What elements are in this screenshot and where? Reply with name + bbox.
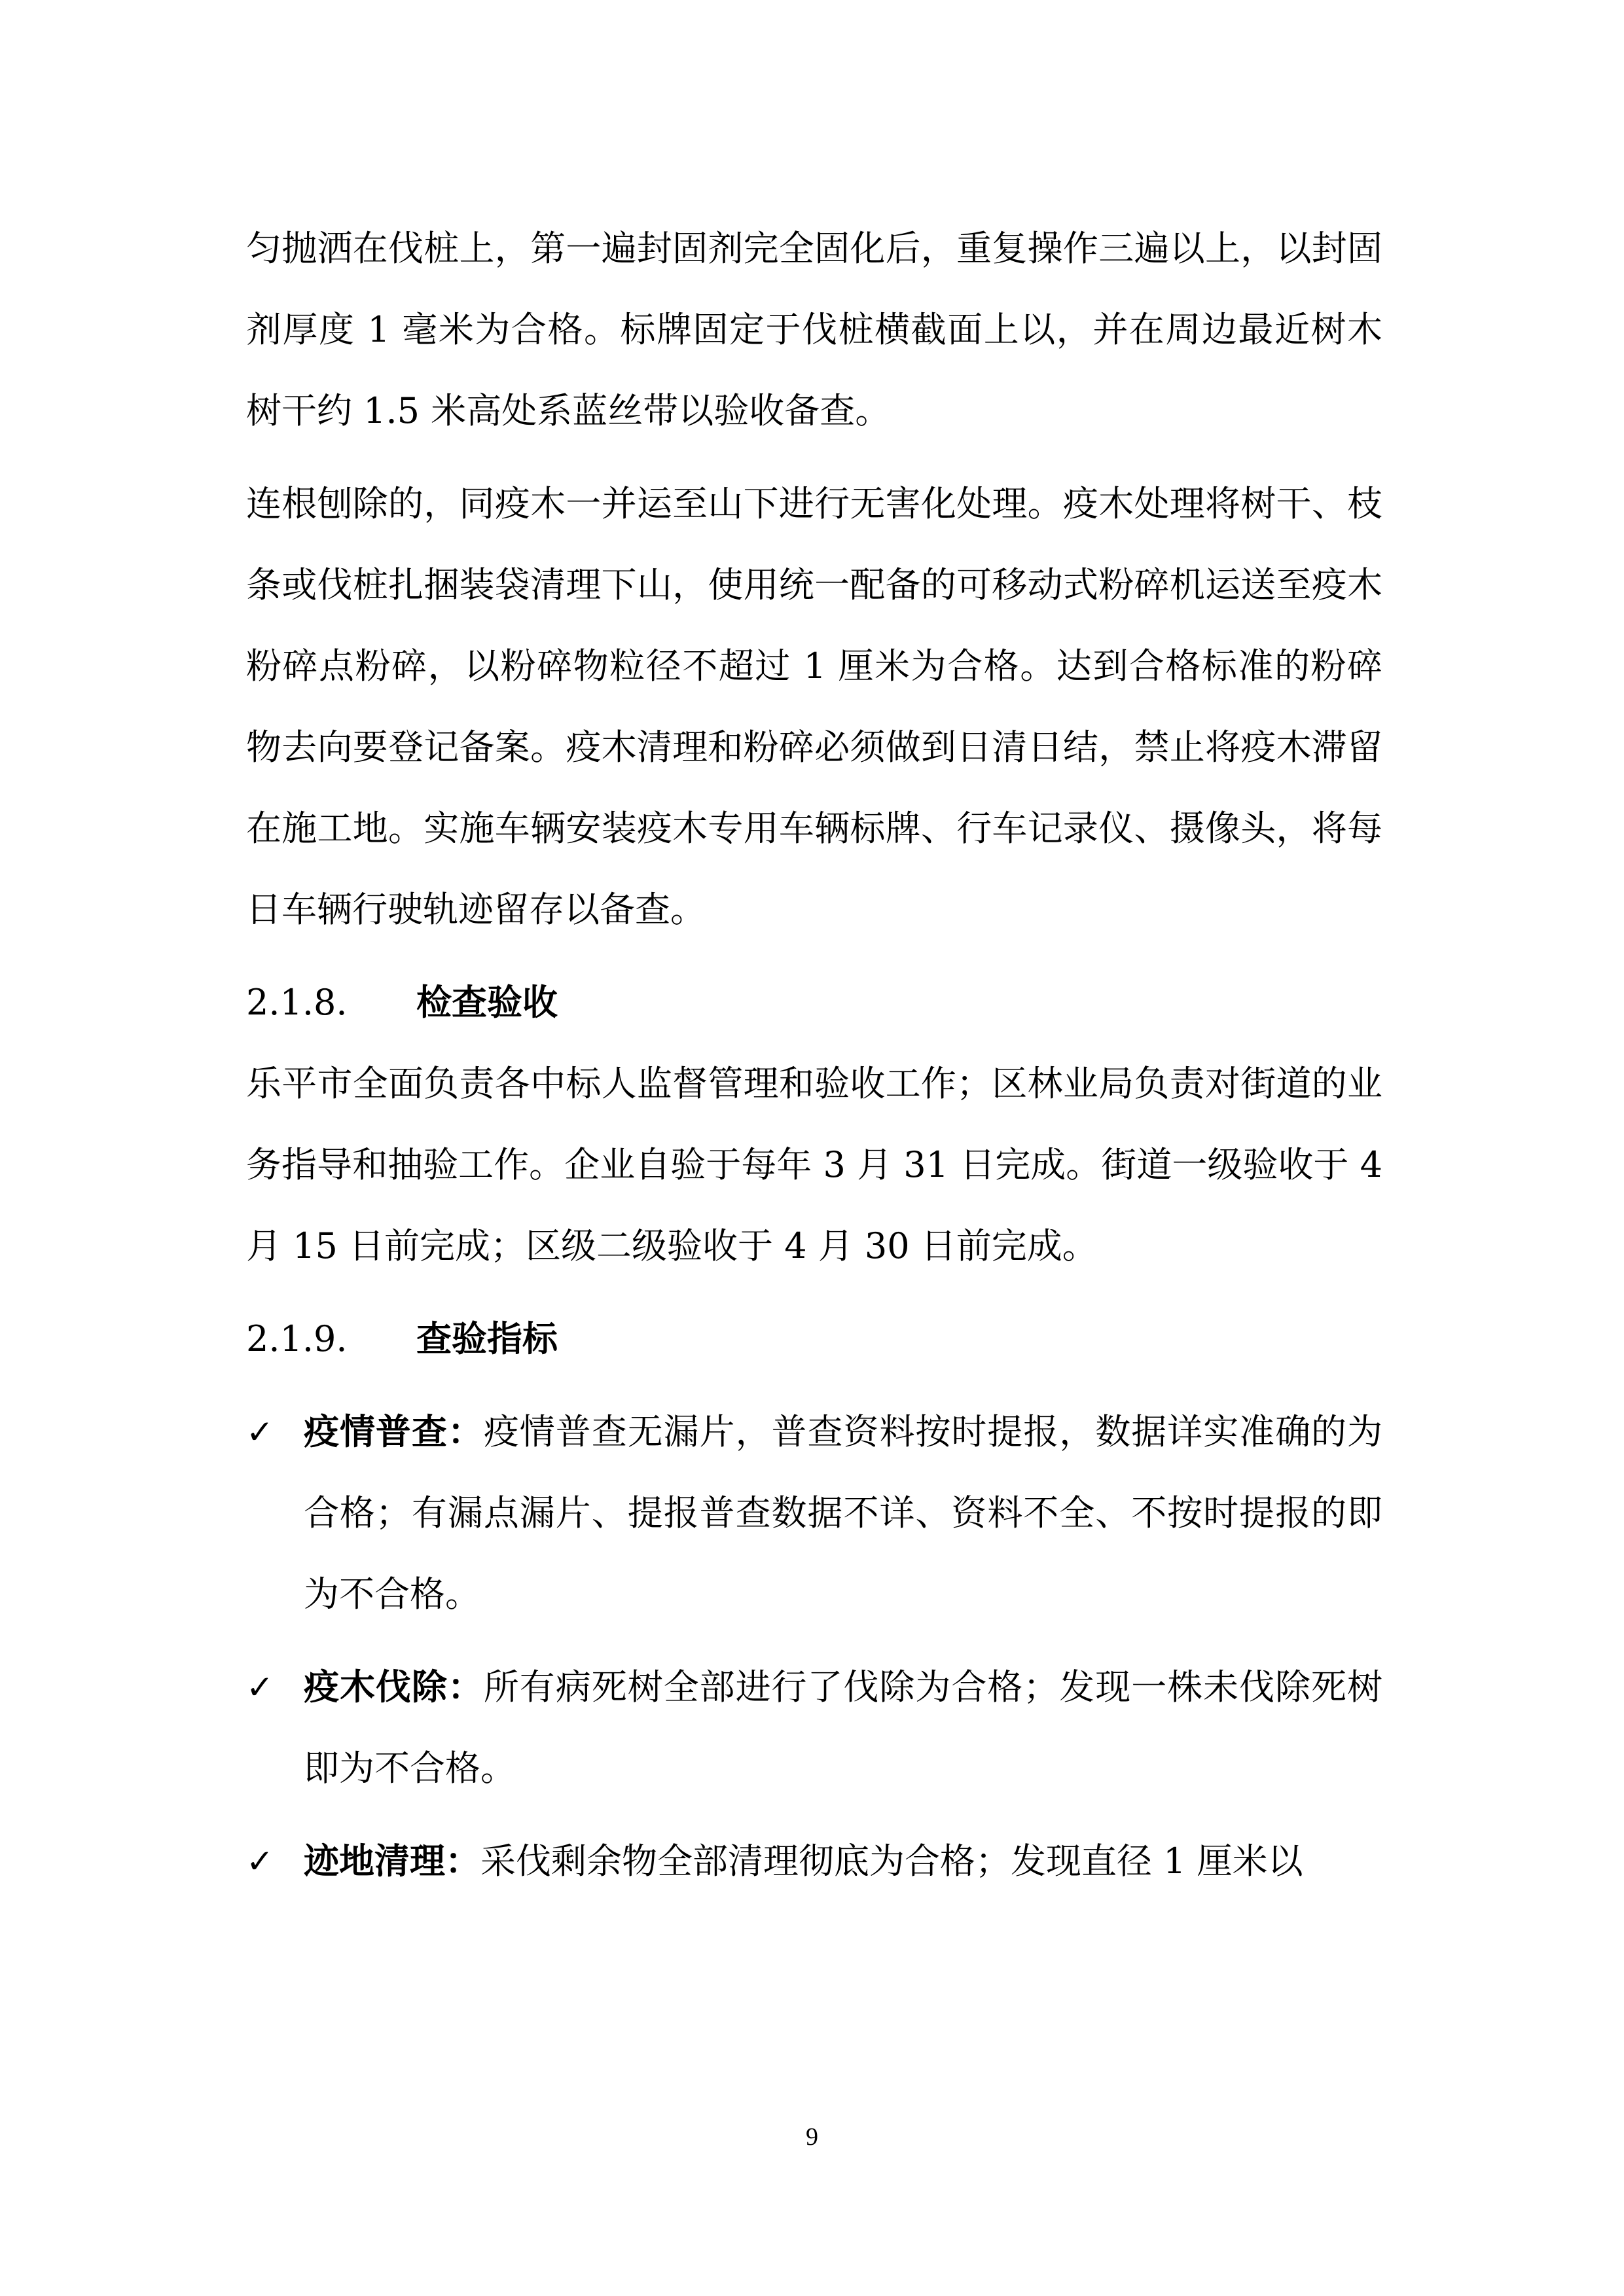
section-number: 2.1.8. (246, 982, 348, 1023)
section-heading-inspection (246, 962, 1382, 1043)
list-item (246, 1391, 1382, 1635)
indicator-list (246, 1391, 1382, 1902)
list-item-term: 疫情普查： (304, 1411, 484, 1452)
section-title: 查验指标 (416, 1318, 558, 1359)
list-item-text: 疫情普查无漏片，普查资料按时提报，数据详实准确的为合格；有漏点漏片、提报普查数据不详、资料不全、不按时提报的即为不合格。 (304, 1411, 1382, 1615)
section-heading-indicators (246, 1299, 1382, 1380)
list-item-term: 迹地清理： (304, 1840, 480, 1882)
checkmark-icon: ✓ (246, 1842, 274, 1880)
checkmark-icon: ✓ (246, 1413, 274, 1451)
section-number: 2.1.9. (246, 1318, 348, 1359)
list-item (246, 1821, 1382, 1902)
paragraph-sealing: 匀抛洒在伐桩上，第一遍封固剂完全固化后，重复操作三遍以上，以封固剂厚度 1 毫米为合格。标牌固定于伐桩横截面上以，并在周边最近树木树干约 1.5 米高处系蓝丝带以验收备查。 (246, 228, 1382, 431)
section-title: 检查验收 (416, 982, 558, 1023)
checkmark-icon: ✓ (246, 1668, 274, 1706)
page-number: 9 (806, 2123, 818, 2151)
paragraph-root-removal: 连根刨除的，同疫木一并运至山下进行无害化处理。疫木处理将树干、枝条或伐桩扎捆装袋清理下山，使用统一配备的可移动式粉碎机运送至疫木粉碎点粉碎，以粉碎物粒径不超过 1 厘米为合格。达到合格标准的粉碎物去向要登记备案。疫木清理和粉碎必须做到日清日结，禁止将疫木滞留在施工地。实施车辆安装疫木专用车辆标牌、行车记录仪、摄像头，将每日车辆行驶轨迹留存以备查。 (246, 483, 1382, 930)
paragraph-inspection: 乐平市全面负责各中标人监督管理和验收工作；区林业局负责对街道的业务指导和抽验工作。企业自验于每年 3 月 31 日完成。街道一级验收于 4 月 15 日前完成；区级二级验收于 4 月 30 日前完成。 (246, 1063, 1382, 1266)
list-item-term: 疫木伐除： (304, 1666, 484, 1708)
list-item-text: 所有病死树全部进行了伐除为合格；发现一株未伐除死树即为不合格。 (304, 1666, 1382, 1789)
list-item-text: 采伐剩余物全部清理彻底为合格；发现直径 1 厘米以 (480, 1840, 1303, 1882)
list-item (246, 1647, 1382, 1809)
page-content (246, 208, 1382, 1902)
